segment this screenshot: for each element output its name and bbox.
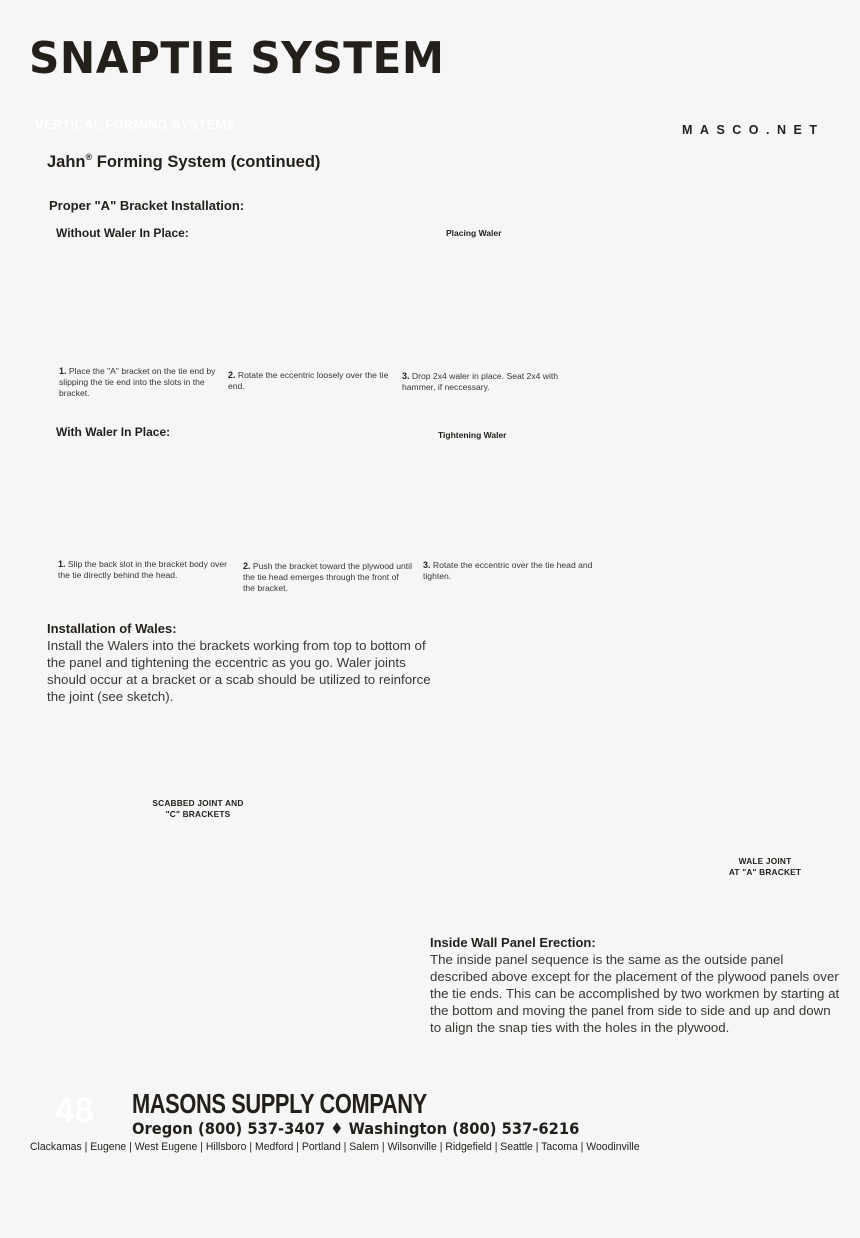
without-waler-figure [50, 244, 610, 364]
registered-mark: ® [85, 152, 93, 162]
installation-of-wales [47, 620, 437, 705]
subtitle-rest: Forming System (continued) [92, 153, 321, 171]
with-waler-step-2: 2. Push the bracket toward the plywood until the tie head emerges through the front of the bracket. [243, 561, 412, 593]
company-name: MASONS SUPPLY COMPANY [132, 1088, 427, 1119]
without-waler-step-3: 3. Drop 2x4 waler in place. Seat 2x4 with hammer, if neccessary. [402, 371, 559, 392]
without-waler-step-2: 2. Rotate the eccentric loosely over the tie end. [228, 370, 389, 391]
bracket-install-heading: Proper "A" Bracket Installation: [49, 198, 245, 213]
section-subtitle [47, 152, 320, 172]
contact-phones: Oregon (800) 537-3407 ♦ Washington (800) 537-6216 [132, 1119, 580, 1138]
subtitle-main: Jahn [47, 153, 86, 171]
with-waler-step-1: 1. Slip the back slot in the bracket body over the tie directly behind the head. [58, 559, 227, 580]
inside-wall-body: The inside panel sequence is the same as the outside panel described above except for the placement of the plywood panels over the tie ends. This can be accomplished by two workmen by starting at the bottom and moving the panel from side to side and up and down to align the snap ties with the holes in the plywood. [430, 952, 840, 1035]
placing-waler-caption: Placing Waler [446, 228, 502, 238]
store-locations: Clackamas | Eugene | West Eugene | Hillsboro | Medford | Portland | Salem | Wilsonville | Ridgefield | Seattle | Tacoma | Woodinville [30, 1141, 640, 1153]
wale-joint-label: WALE JOINT AT "A" BRACKET [728, 856, 802, 877]
site-url-link[interactable]: MASCO.NET [682, 123, 825, 137]
installation-of-wales-heading: Installation of Wales: [47, 621, 177, 636]
wale-joint-sketch [440, 710, 840, 880]
with-waler-heading: With Waler In Place: [56, 425, 171, 439]
page-number: 48 [55, 1091, 94, 1130]
page-title: SNAPTIE SYSTEM [29, 33, 445, 84]
tightening-waler-caption: Tightening Waler [438, 430, 507, 440]
section-tag: VERTICAL FORMING SYSTEMS [35, 117, 236, 132]
with-waler-figure [50, 444, 630, 556]
scabbed-joint-label: SCABBED JOINT AND "C" BRACKETS [152, 798, 244, 819]
inside-wall-heading: Inside Wall Panel Erection: [430, 935, 596, 950]
installation-of-wales-body: Install the Walers into the brackets working from top to bottom of the panel and tightening the eccentric as you go. Waler joints should occur at a bracket or a scab should be utilized to reinforce the joint (see sketch). [47, 638, 431, 704]
without-waler-heading: Without Waler In Place: [56, 226, 189, 240]
inside-wall-panel-erection [430, 934, 840, 1036]
with-waler-step-3: 3. Rotate the eccentric over the tie head and tighten. [423, 560, 593, 581]
without-waler-step-1: 1. Place the "A" bracket on the tie end by slipping the tie end into the slots in the bracket. [59, 366, 216, 398]
